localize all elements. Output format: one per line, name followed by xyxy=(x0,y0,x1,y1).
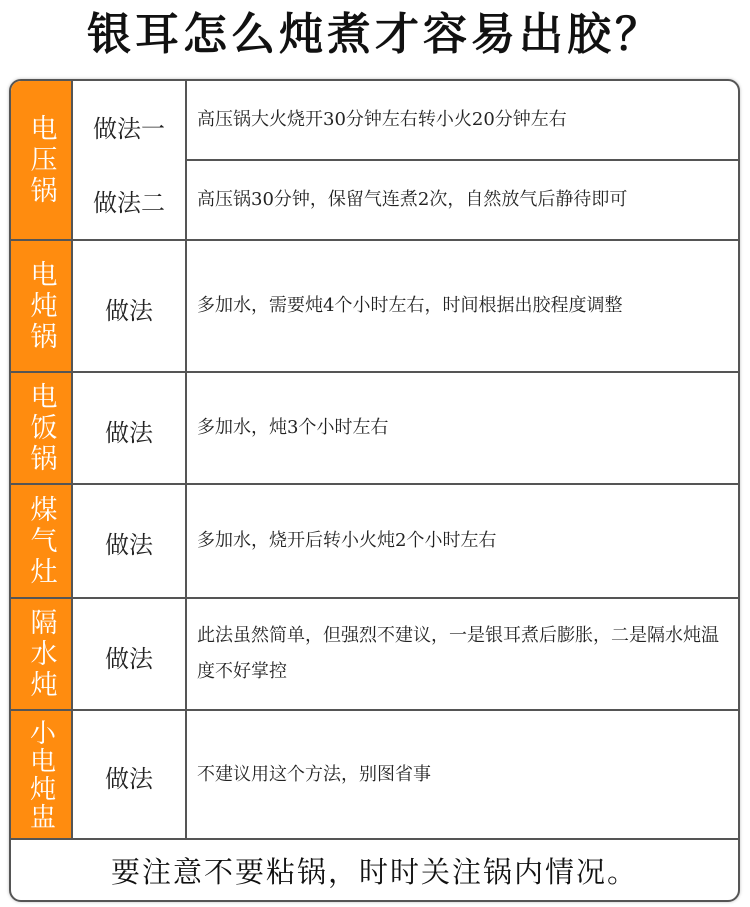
category-label: 小电炖盅 xyxy=(11,711,73,838)
method-column xyxy=(73,373,187,483)
category-label: 煤气灶 xyxy=(11,485,73,597)
method-label-1: 做法一 xyxy=(93,115,165,143)
method-label: 做法 xyxy=(105,297,153,325)
method-description-1: 高压锅大火烧开30分钟左右转小火20分钟左右 xyxy=(197,109,567,130)
method-label: 做法 xyxy=(105,645,153,673)
footer-note: 要注意不要粘锅，时时关注锅内情况。 xyxy=(110,854,638,889)
method-column xyxy=(73,485,187,597)
category-label: 隔水炖 xyxy=(11,599,73,709)
table-row-electric-stewpot xyxy=(11,241,738,373)
category-label: 电压锅 xyxy=(11,81,73,239)
method-column xyxy=(73,81,187,239)
method-column xyxy=(73,241,187,371)
table-row-small-stew-cup xyxy=(11,711,738,840)
method-label: 做法 xyxy=(105,531,153,559)
category-label: 电饭锅 xyxy=(11,373,73,483)
method-description: 此法虽然简单，但强烈不建议，一是银耳煮后膨胀，二是隔水炖温度不好掌控 xyxy=(197,625,719,682)
method-description: 不建议用这个方法，别图省事 xyxy=(197,763,431,785)
method-label: 做法 xyxy=(105,419,153,447)
table-row-gas-stove xyxy=(11,485,738,599)
table-row-pressure-cooker xyxy=(11,81,738,241)
page-title: 银耳怎么炖煮才容易出胶？ xyxy=(87,9,663,60)
method-description: 多加水，炖3个小时左右 xyxy=(197,417,389,438)
method-description: 多加水，需要炖4个小时左右，时间根据出胶程度调整 xyxy=(197,295,623,316)
method-column xyxy=(73,711,187,838)
table-row-double-boil xyxy=(11,599,738,711)
method-label: 做法 xyxy=(105,765,153,793)
methods-table xyxy=(9,79,740,902)
method-description: 多加水，烧开后转小火炖2个小时左右 xyxy=(197,530,497,551)
method-column xyxy=(73,599,187,709)
method-description-2: 高压锅30分钟，保留气连煮2次，自然放气后静待即可 xyxy=(197,189,628,210)
table-row-rice-cooker xyxy=(11,373,738,485)
method-label-2: 做法二 xyxy=(93,189,165,217)
category-label: 电炖锅 xyxy=(11,241,73,371)
